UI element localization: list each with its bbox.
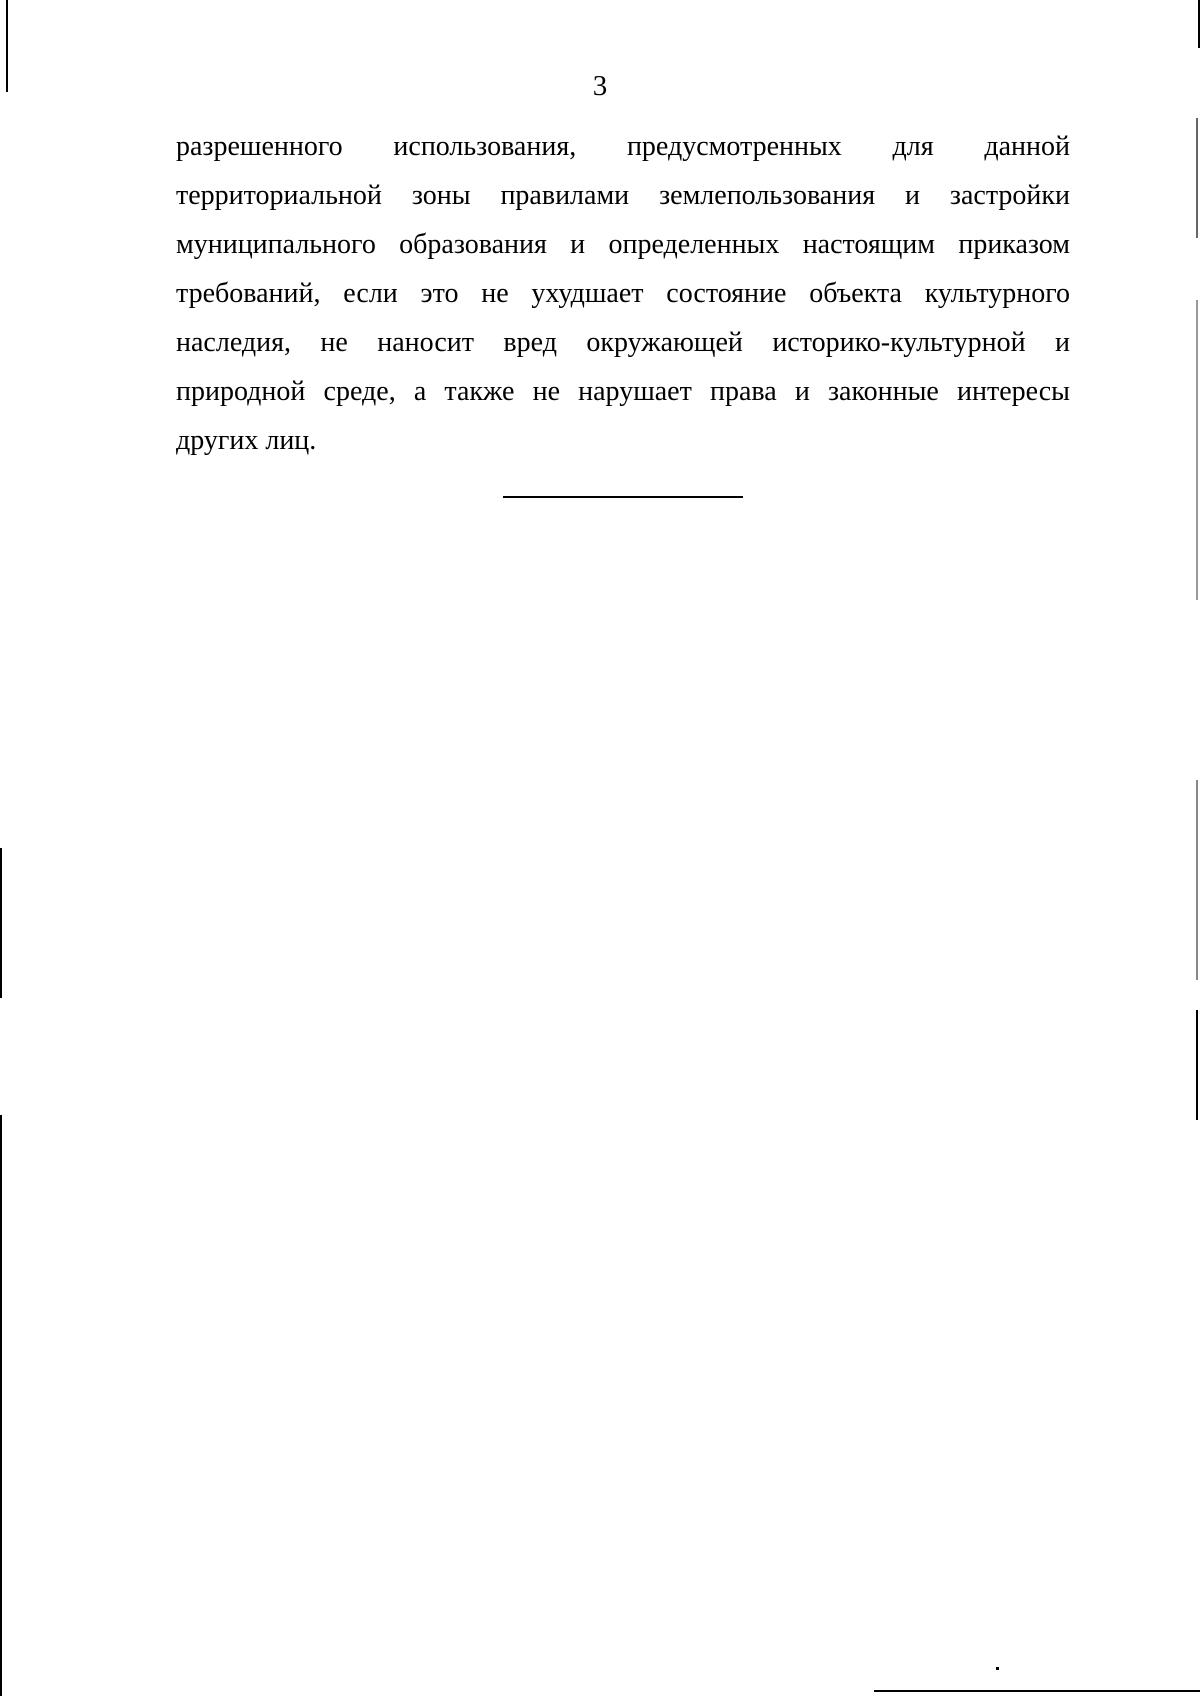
body-paragraph (176, 122, 1070, 465)
text-line: муниципального образования и определенных настоящим приказом (176, 229, 1070, 260)
page-number: 3 (592, 70, 608, 102)
scan-edge-mark (874, 1690, 1200, 1692)
scan-dot (996, 1667, 999, 1670)
text-line: наследия, не наносит вред окружающей историко-культурной и (176, 327, 1070, 358)
text-line: других лиц. (176, 425, 317, 456)
text-line: требований, если это не ухудшает состояние объекта культурного (176, 278, 1070, 309)
text-line: разрешенного использования, предусмотренных для данной (176, 131, 1070, 162)
scan-edge-mark (1196, 780, 1198, 980)
scan-edge-mark (1196, 118, 1198, 238)
scan-edge-mark (0, 848, 2, 998)
text-line: территориальной зоны правилами землепользования и застройки (176, 180, 1070, 211)
scan-edge-mark (0, 1115, 2, 1696)
text-line: природной среде, а также не нарушает права и законные интересы (176, 376, 1070, 407)
scan-edge-mark (1196, 1010, 1198, 1120)
end-separator-line (503, 496, 743, 498)
scan-edge-mark (1196, 300, 1198, 600)
